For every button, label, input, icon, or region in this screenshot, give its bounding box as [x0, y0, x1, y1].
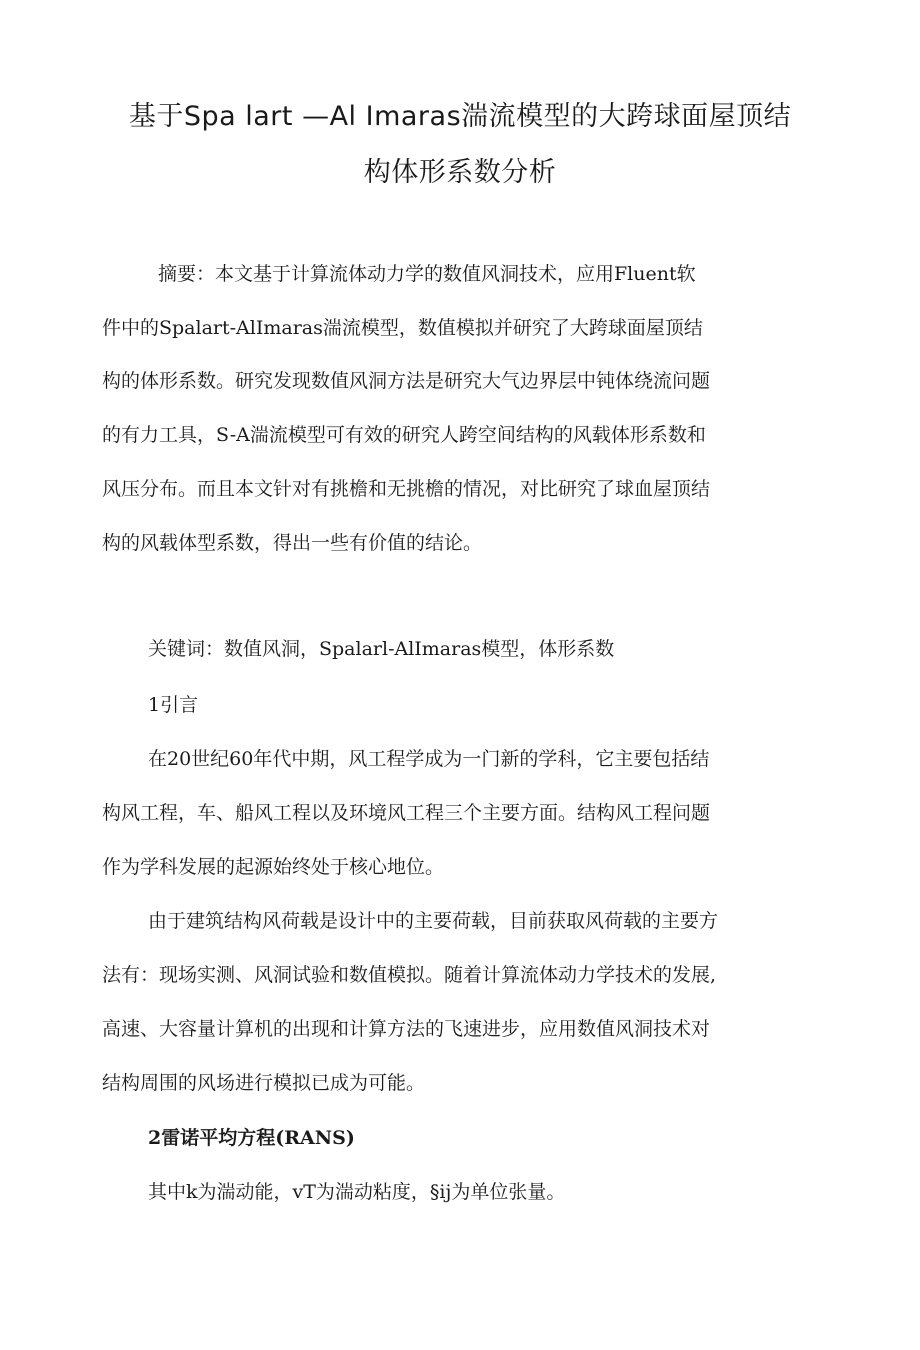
abstract-line-6: 构的风载体型系数，得出一些有价值的结论。: [102, 532, 483, 554]
abstract-line-1: 摘要：本文基于计算流体动力学的数值风洞技术，应用Fluent软: [158, 263, 696, 285]
section-2-para-1: 其中k为湍动能，vT为湍动粘度，§ij为单位张量。: [148, 1181, 566, 1203]
section-1-para-2-line-4: 结构周围的风场进行模拟已成为可能。: [102, 1072, 426, 1094]
abstract-line-3: 构的体形系数。研究发现数值风洞方法是研究大气边界层中钝体绕流问题: [102, 370, 711, 392]
section-1-heading: 1引言: [148, 694, 199, 716]
section-1-para-1-line-2: 构风工程，车、船风工程以及环境风工程三个主要方面。结构风工程问题: [102, 802, 711, 824]
title-line-2: 构体形系数分析: [363, 157, 557, 188]
section-1-para-1-line-1: 在20世纪60年代中期，风工程学成为一门新的学科，它主要包括结: [148, 748, 710, 770]
section-1-para-2-line-2: 法有：现场实测、风洞试验和数值模拟。随着计算流体动力学技术的发展,: [102, 964, 717, 986]
abstract-line-5: 风压分布。而且本文针对有挑檐和无挑檐的情况，对比研究了球血屋顶结: [102, 478, 711, 500]
abstract-line-2: 件中的Spalart-AlImaras湍流模型，数值模拟并研究了大跨球面屋顶结: [102, 317, 703, 339]
title-line-1: 基于Spa lart —Al Imaras湍流模型的大跨球面屋顶结: [128, 101, 792, 132]
keywords: 关键词：数值风洞，Spalarl-AlImaras模型，体形系数: [148, 638, 615, 660]
section-1-para-1-line-3: 作为学科发展的起源始终处于核心地位。: [102, 856, 445, 878]
section-2-heading: 2雷诺平均方程(RANS): [148, 1127, 355, 1149]
section-1-para-2-line-1: 由于建筑结构风荷载是设计中的主要荷载，目前获取风荷载的主要方: [148, 910, 719, 932]
abstract-line-4: 的有力工具，S-A湍流模型可有效的研究人跨空间结构的风载体形系数和: [102, 424, 706, 446]
section-1-para-2-line-3: 高速、大容量计算机的出现和计算方法的飞速进步，应用数值风洞技术对: [102, 1018, 711, 1040]
